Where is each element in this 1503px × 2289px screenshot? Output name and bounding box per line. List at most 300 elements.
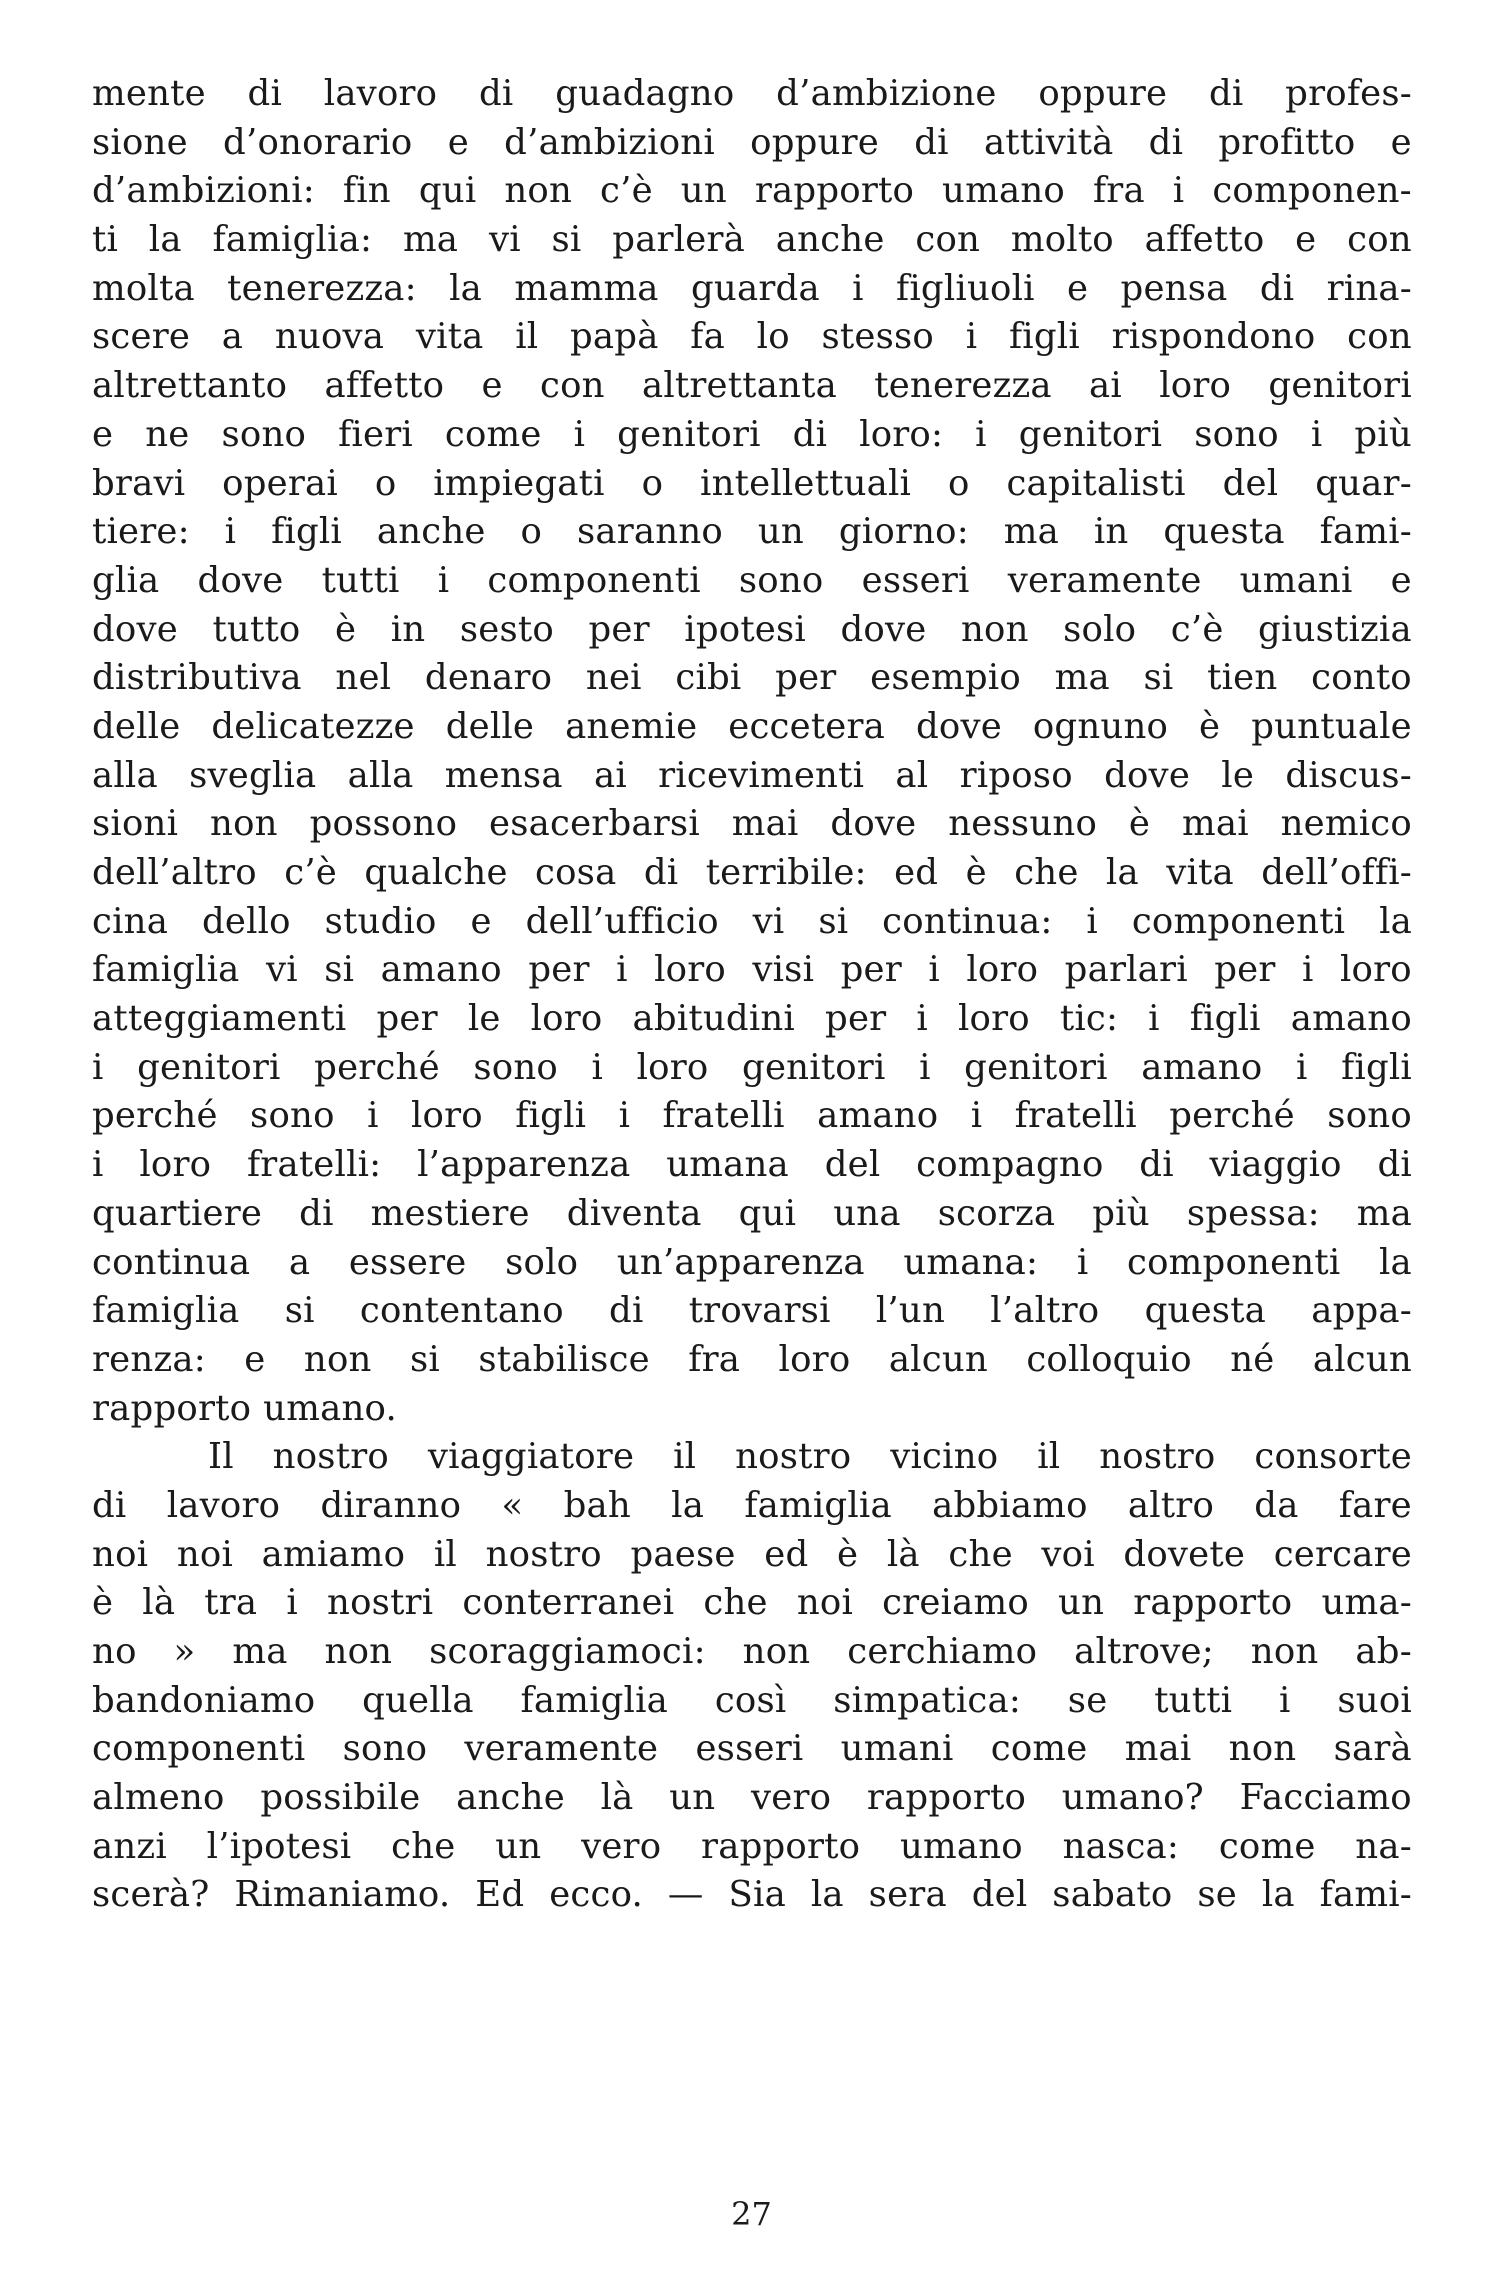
word: e — [1295, 219, 1317, 261]
word: il — [1037, 1436, 1061, 1478]
text-line — [92, 1482, 1412, 1531]
word: figli — [1008, 316, 1080, 358]
word: l’un — [875, 1290, 946, 1332]
word: vi — [265, 949, 298, 991]
word: cibi — [675, 657, 742, 699]
word: un’apparenza — [616, 1241, 865, 1283]
word: per — [376, 998, 438, 1040]
word: quartiere — [92, 1192, 263, 1234]
word: umano? — [1061, 1777, 1204, 1819]
word: alcun — [1312, 1338, 1412, 1380]
word: viaggiatore — [427, 1436, 635, 1478]
word: amiamo — [261, 1533, 406, 1575]
word: vero — [751, 1777, 832, 1819]
word: umano — [899, 1825, 1023, 1867]
word: ed — [894, 852, 939, 893]
word: suoi — [1337, 1679, 1412, 1721]
text-line — [92, 1141, 1412, 1190]
word: amano — [1290, 998, 1412, 1040]
word: se — [1197, 1874, 1237, 1916]
word: i — [92, 1144, 104, 1186]
word: loro — [411, 1095, 483, 1137]
word: parlari — [1064, 949, 1188, 991]
word: ma — [1003, 511, 1059, 553]
word: mensa — [444, 754, 563, 796]
word: nostro — [485, 1533, 602, 1575]
word: ipotesi — [684, 608, 806, 650]
word: tiere: — [92, 511, 190, 553]
word: figli — [271, 511, 342, 553]
word: i — [224, 511, 237, 553]
word: cina — [92, 900, 169, 942]
word: nostro — [272, 1436, 389, 1478]
word: e — [470, 900, 492, 942]
word: lavoro — [323, 73, 438, 114]
word: è — [1128, 803, 1151, 845]
word: i — [1295, 1046, 1308, 1088]
word: » — [173, 1631, 196, 1672]
word: famiglia — [92, 1290, 240, 1332]
word: rapporto — [754, 170, 915, 212]
word: famiglia — [520, 1679, 669, 1721]
word: umana: — [903, 1241, 1039, 1283]
word: i — [437, 559, 450, 601]
word: bandoniamo — [92, 1679, 316, 1721]
word: i — [591, 1046, 604, 1088]
word: scoraggiamoci: — [429, 1631, 706, 1672]
text-line — [92, 119, 1412, 168]
word: anemie — [565, 705, 698, 747]
word: non — [210, 803, 278, 845]
text-line — [92, 606, 1412, 655]
word: sera — [868, 1874, 947, 1916]
word: è — [965, 852, 987, 893]
word: nuova — [274, 316, 385, 358]
word: per — [528, 949, 590, 991]
word: ma — [402, 219, 459, 261]
word: no — [92, 1631, 137, 1672]
word: creiamo — [882, 1582, 1029, 1624]
word: sono — [738, 559, 824, 601]
word: loro — [530, 998, 603, 1040]
text-line — [92, 1871, 1412, 1920]
word: dove — [840, 608, 927, 650]
word: noi — [796, 1582, 854, 1624]
word: renza: — [92, 1338, 206, 1380]
word: ricevimenti — [658, 754, 865, 796]
word: diranno — [320, 1484, 462, 1526]
word: — — [667, 1874, 704, 1916]
word: una — [833, 1192, 901, 1234]
word: la — [810, 1874, 844, 1916]
word: solo — [1063, 608, 1137, 650]
word: e — [1067, 267, 1089, 309]
word: i — [573, 413, 586, 455]
word: in — [1093, 511, 1129, 553]
word: i — [92, 1046, 104, 1088]
word: ma — [1356, 1192, 1412, 1234]
word: sveglia — [189, 754, 317, 796]
word: c’è — [600, 170, 653, 212]
word: giustizia — [1258, 608, 1412, 650]
word: alla — [347, 754, 414, 796]
word: questa — [1163, 511, 1285, 553]
word: si — [284, 1290, 315, 1332]
word: i — [618, 1095, 631, 1137]
word: solo — [505, 1241, 579, 1283]
word: mai — [731, 803, 799, 845]
word: loro — [778, 1338, 851, 1380]
word: fratelli: — [246, 1144, 382, 1186]
text-line — [92, 1725, 1412, 1774]
word: i — [1148, 998, 1160, 1040]
word: veramente — [1007, 559, 1202, 601]
word: i — [919, 1046, 931, 1088]
paragraph-first-line — [92, 1433, 1412, 1482]
word: abbiamo — [932, 1484, 1088, 1526]
word: paese — [630, 1533, 736, 1575]
word: del — [971, 1874, 1028, 1916]
word: vita — [1166, 852, 1234, 893]
word: fra — [1092, 170, 1145, 212]
word: spessa: — [1186, 1192, 1320, 1234]
word: o — [947, 462, 970, 504]
word: che — [948, 1533, 1013, 1575]
text-line — [92, 411, 1412, 460]
word: nostro — [1099, 1436, 1216, 1478]
word: con — [1347, 219, 1412, 261]
word: più — [1354, 413, 1412, 455]
word: anche — [775, 219, 885, 261]
word: né — [1230, 1338, 1275, 1380]
word: amano — [817, 1095, 939, 1137]
word: che — [703, 1582, 768, 1624]
word: anche — [376, 511, 486, 553]
word: perché — [1169, 1095, 1295, 1137]
word: rapporto — [92, 1387, 252, 1429]
word: ognuno — [1032, 705, 1169, 747]
text-line — [92, 703, 1412, 752]
word: i — [975, 413, 987, 455]
word: voi — [1041, 1533, 1095, 1575]
word: altrettanto — [92, 365, 288, 407]
word: terribile: — [705, 852, 867, 893]
word: loro: — [859, 413, 944, 455]
word: vero — [581, 1825, 662, 1867]
word: i — [286, 1582, 298, 1624]
word: come — [1218, 1825, 1316, 1867]
word: loro — [957, 998, 1030, 1040]
word: non — [324, 1631, 393, 1672]
text-line — [92, 362, 1412, 411]
text-line — [92, 313, 1412, 362]
word: cercare — [1273, 1533, 1412, 1575]
word: molto — [1010, 219, 1114, 261]
word: la — [1261, 1874, 1295, 1916]
word: quella — [362, 1679, 474, 1721]
word: vita — [415, 316, 484, 358]
word: di — [1259, 267, 1295, 309]
word: sono — [342, 1728, 428, 1770]
body-text — [92, 70, 1412, 1920]
text-line — [92, 1579, 1412, 1628]
word: ecco. — [549, 1874, 644, 1916]
word: fratelli — [1014, 1095, 1137, 1137]
word: essere — [348, 1241, 467, 1283]
word: amano — [380, 949, 502, 991]
word: i — [916, 998, 928, 1040]
word: dell’ufficio — [525, 900, 719, 942]
word: alla — [92, 754, 158, 796]
word: di — [1139, 1144, 1174, 1186]
word: ma — [1054, 657, 1110, 699]
word: impiegati — [433, 462, 605, 504]
word: famiglia: — [212, 219, 373, 261]
word: almeno — [92, 1777, 225, 1819]
word: non — [1250, 1631, 1319, 1672]
word: operai — [222, 462, 338, 504]
word: un — [495, 1825, 542, 1867]
word: profitto — [1218, 121, 1356, 163]
word: Il — [208, 1436, 234, 1478]
word: tien — [1207, 657, 1278, 699]
word: delicatezze — [211, 705, 415, 747]
word: affetto — [1144, 219, 1265, 261]
word: i — [852, 267, 864, 309]
word: ma — [232, 1631, 288, 1672]
word: genitori — [1268, 365, 1412, 407]
word: così — [714, 1679, 787, 1721]
word: i — [965, 316, 978, 358]
word: loro — [654, 949, 726, 991]
word: sabato — [1052, 1874, 1173, 1916]
word: l’apparenza — [417, 1144, 631, 1186]
word: esseri — [695, 1728, 804, 1770]
word: sono — [221, 413, 307, 455]
word: continua — [92, 1241, 251, 1283]
word: dello — [201, 900, 291, 942]
word: del — [1222, 462, 1279, 504]
word: Facciamo — [1239, 1777, 1412, 1819]
word: vi — [488, 219, 521, 261]
word: uma- — [1321, 1582, 1412, 1624]
word: il — [673, 1436, 697, 1478]
word: per — [825, 998, 887, 1040]
word: si — [818, 900, 849, 942]
word: componenti — [1131, 900, 1346, 942]
text-line — [92, 265, 1412, 314]
word: loro — [139, 1144, 212, 1186]
word: compagno — [916, 1144, 1104, 1186]
word: al — [895, 754, 929, 796]
text-line — [92, 460, 1412, 509]
word: d’ambizioni — [504, 121, 715, 163]
word: a — [221, 316, 244, 358]
word: esempio — [870, 657, 1021, 699]
word: di — [914, 121, 949, 163]
word: simpatica: — [833, 1679, 1022, 1721]
word: stabilisce — [478, 1338, 650, 1380]
word: altro — [1127, 1484, 1215, 1526]
text-line — [92, 1823, 1412, 1872]
word: possibile — [260, 1777, 421, 1819]
word: la — [148, 219, 182, 261]
word: vi — [752, 900, 785, 942]
word: componenti — [1127, 1241, 1341, 1283]
text-line — [92, 1677, 1412, 1726]
text-line — [92, 752, 1412, 801]
word: dove — [1104, 754, 1191, 796]
word: le — [1221, 754, 1255, 796]
text-line — [92, 898, 1412, 947]
word: conto — [1311, 657, 1412, 699]
word: profes- — [1285, 73, 1412, 114]
word: intellettuali — [700, 462, 912, 504]
word: un — [680, 170, 727, 212]
word: papà — [569, 316, 659, 358]
word: lavoro — [166, 1484, 281, 1526]
word: e — [447, 121, 469, 163]
word: delle — [445, 705, 535, 747]
text-line — [92, 1774, 1412, 1823]
word: si — [324, 949, 355, 991]
word: oppure — [1038, 73, 1168, 114]
word: e — [1390, 559, 1412, 601]
word: ai — [593, 754, 627, 796]
word: scorza — [937, 1192, 1056, 1234]
word: la — [449, 267, 483, 309]
text-line — [92, 1628, 1412, 1677]
word: amano — [1141, 1046, 1263, 1088]
word: umano — [942, 170, 1065, 212]
word: rapporto — [701, 1825, 861, 1867]
word: componen- — [1212, 170, 1412, 212]
word: c’è — [1170, 608, 1224, 650]
word: veramente — [464, 1728, 659, 1770]
word: c’è — [284, 852, 338, 893]
word: con — [915, 219, 981, 261]
word: studio — [324, 900, 437, 942]
word: figli — [1341, 1046, 1412, 1088]
word: dell’offi- — [1261, 852, 1412, 893]
word: affetto — [324, 365, 445, 407]
word: noi — [176, 1533, 234, 1575]
word: umana — [666, 1144, 789, 1186]
word: non — [1228, 1728, 1297, 1770]
word: che — [1014, 852, 1079, 893]
word: non — [504, 170, 573, 212]
text-line — [92, 70, 1412, 119]
word: sono — [1194, 413, 1279, 455]
text-line — [92, 557, 1412, 606]
word: per — [775, 657, 837, 699]
word: è — [92, 1582, 114, 1624]
word: bah — [563, 1484, 631, 1526]
word: la — [1378, 1241, 1412, 1283]
word: i — [1172, 170, 1185, 212]
word: rapporto — [1133, 1582, 1293, 1624]
text-line — [92, 1190, 1412, 1239]
word: « — [501, 1484, 524, 1526]
word: ne — [145, 413, 190, 455]
word: d’onorario — [223, 121, 413, 163]
word: conterranei — [462, 1582, 675, 1624]
word: trovarsi — [688, 1290, 831, 1332]
word: anzi — [92, 1825, 167, 1867]
word: possono — [309, 803, 458, 845]
word: dove — [830, 803, 917, 845]
word: nei — [585, 657, 642, 699]
word: genitori — [1018, 413, 1163, 455]
word: d’ambizioni: — [92, 170, 315, 212]
word: scerà? — [92, 1874, 210, 1916]
word: qui — [418, 170, 477, 212]
word: con — [540, 365, 605, 407]
word: na- — [1355, 1825, 1412, 1867]
text-line — [92, 800, 1412, 849]
word: loro — [1159, 365, 1232, 407]
word: i — [928, 949, 940, 991]
word: dove — [197, 559, 284, 601]
text-line — [92, 946, 1412, 995]
word: là — [142, 1582, 176, 1624]
word: diventa — [566, 1192, 702, 1234]
word: tra — [204, 1582, 258, 1624]
word: dovete — [1123, 1533, 1246, 1575]
word: denaro — [424, 657, 553, 699]
word: un — [757, 511, 804, 553]
word: rapporto — [866, 1777, 1027, 1819]
word: cosa — [535, 852, 617, 893]
word: stesso — [821, 316, 935, 358]
word: umani — [1239, 559, 1353, 601]
word: rina- — [1326, 267, 1412, 309]
text-line — [92, 216, 1412, 265]
word: da — [1254, 1484, 1299, 1526]
word: nessuno — [948, 803, 1098, 845]
word: perché — [314, 1046, 440, 1088]
word: distributiva — [92, 657, 302, 699]
word: continua: — [882, 900, 1053, 942]
word: altrettanta — [642, 365, 837, 407]
word: se — [1067, 1679, 1108, 1721]
word: capitalisti — [1006, 462, 1186, 504]
word: è — [335, 608, 357, 650]
word: contentano — [359, 1290, 564, 1332]
word: umani — [840, 1728, 954, 1770]
text-line — [92, 995, 1412, 1044]
word: delle — [92, 705, 181, 747]
word: tic: — [1059, 998, 1119, 1040]
word: di — [1208, 73, 1244, 114]
text-line — [92, 1044, 1412, 1093]
word: di — [299, 1192, 334, 1234]
word: il — [515, 316, 539, 358]
word: per — [1214, 949, 1276, 991]
word: esacerbarsi — [489, 803, 700, 845]
word: nel — [335, 657, 392, 699]
text-line — [92, 1287, 1412, 1336]
word: qualche — [364, 852, 508, 893]
word: figli — [515, 1095, 587, 1137]
word: mai — [1124, 1728, 1192, 1770]
word: di — [1148, 121, 1184, 163]
word: atteggiamenti — [92, 998, 347, 1040]
word: scere — [92, 316, 191, 358]
word: guadagno — [555, 73, 735, 114]
word: mestiere — [370, 1192, 530, 1234]
word: colloquio — [1026, 1338, 1192, 1380]
